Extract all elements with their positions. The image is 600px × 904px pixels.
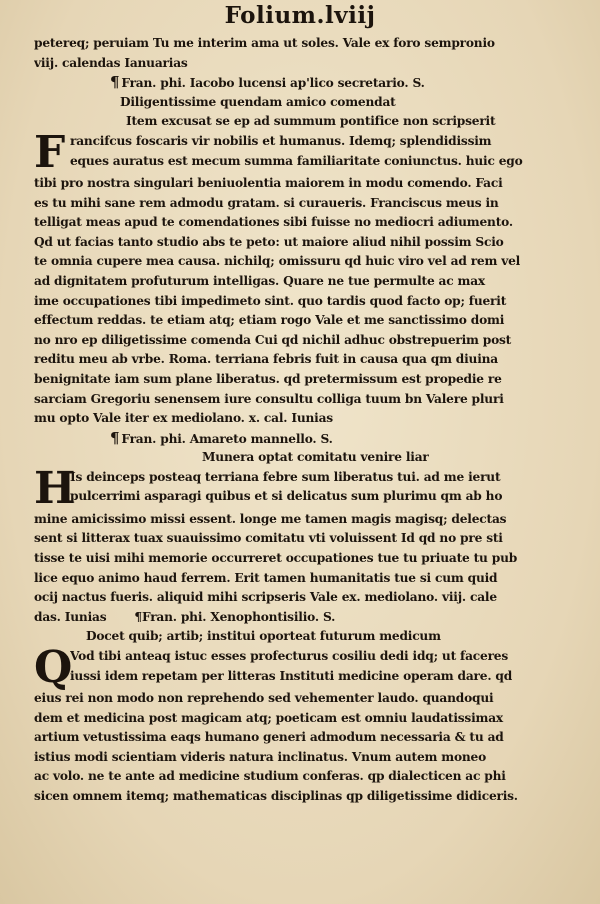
text-line: tisse te uisi mihi memorie occurreret occupationes tue tu priuate tu pub	[34, 551, 518, 566]
pilcrow-icon: ¶	[110, 73, 120, 92]
pilcrow-icon: ¶	[110, 428, 120, 447]
text-line: eques auratus est mecum summa familiaritate coniunctus. huic ego	[70, 153, 523, 168]
text-line: rancifcus foscaris vir nobilis et humanus. Idemq; splendidissim	[70, 133, 492, 148]
text-line: mine amicissimo missi essent. longe me tamen magis magisq; delectas	[34, 511, 507, 526]
text-line: sarciam Gregoriu senensem iure consultu colliga tuum bn Valere pluri	[34, 391, 504, 406]
text-block	[34, 34, 582, 807]
text-line: viij. calendas Ianuarias	[34, 55, 188, 70]
text-line: pulcerrimi asparagi quibus et si delicatus sum plurimu qm ab ho	[70, 489, 503, 504]
text-line: sent si litterax tuax suauissimo comitatu vti voluissent Id qd no pre sti	[34, 531, 503, 546]
text-line: telligat meas apud te comendationes sibi fuisse no mediocri adiumento.	[34, 215, 513, 230]
text-line: benignitate iam sum plane liberatus. qd pretermissum est propedie re	[34, 371, 502, 386]
letter-body	[34, 642, 582, 807]
folio-number: Folium.lviij	[224, 2, 376, 29]
drop-capital: Q	[34, 642, 73, 694]
letter-body	[34, 462, 582, 628]
text-line: das. Iunias ¶Fran. phi. Xenophontisilio. S.	[34, 609, 336, 624]
text-line: lice equo animo haud ferrem. Erit tamen humanitatis tue si cum quid	[34, 570, 498, 585]
text-line: dem et medicina post magicam atq; poeticam est omniu laudatissimax	[34, 710, 503, 725]
text-line: petereq; peruiam Tu me interim ama ut soles. Vale ex foro sempronio	[34, 36, 495, 50]
text-line: te omnia cupere mea causa. nichilq; omissuru qd huic viro vel ad rem vel	[34, 254, 521, 269]
text-line: sicen omnem itemq; mathematicas disciplinas qp diligetissime didiceris.	[34, 789, 518, 803]
text-line: ac volo. ne te ante ad medicine studium conferas. qp dialecticen ac phi	[34, 769, 506, 784]
text-line: Qd ut facias tanto studio abs te peto: ut maiore aliud nihil possim Scio	[34, 234, 504, 249]
letter-body	[34, 126, 582, 429]
text-line: eius rei non modo non reprehendo sed vehementer laudo. quandoqui	[34, 691, 494, 706]
text-line: no nro ep diligetissime comenda Cui qd nichil adhuc obstrepuerim post	[34, 332, 512, 347]
text-line: Is deinceps posteaq terriana febre sum liberatus tui. ad me ierut	[70, 469, 501, 484]
text-line: istius modi scientiam videris natura inclinatus. Vnum autem moneo	[34, 749, 487, 764]
letter-address: ¶ Fran. phi. Amareto mannello. S.	[110, 428, 333, 447]
text-line: ocij nactus fueris. aliquid mihi scripseris Vale ex. mediolano. viij. cale	[34, 590, 497, 605]
letter-address: ¶ Fran. phi. Iacobo lucensi ap'lico secretario. S.	[110, 73, 425, 92]
letter-summary: Docet quib; artib; institui oporteat futurum medicum	[86, 629, 441, 644]
letter-summary: Item excusat se ep ad summum pontifice non scripserit	[126, 114, 496, 129]
drop-capital: F	[34, 126, 66, 178]
text-line: Vod tibi anteaq istuc esses profecturus cosiliu dedi idq; ut faceres	[70, 649, 509, 664]
drop-capital: H	[34, 462, 76, 514]
text-line: tibi pro nostra singulari beniuolentia maiorem in modu comendo. Faci	[34, 175, 503, 190]
text-line: ime occupationes tibi impedimeto sint. quo tardis quod facto op; fuerit	[34, 293, 507, 308]
text-line: effectum reddas. te etiam atq; etiam rogo Vale et me sanctissimo domi	[34, 313, 505, 328]
text-line: mu opto Vale iter ex mediolano. x. cal. Iunias	[34, 411, 333, 426]
letter-summary: Munera optat comitatu venire liar	[202, 450, 429, 465]
text-line: es tu mihi sane rem admodu gratam. si curaueris. Franciscus meus in	[34, 195, 499, 210]
pilcrow-icon: ¶	[134, 609, 142, 624]
text-line: iussi idem repetam per litteras Instituti medicine operam dare. qd	[70, 668, 513, 683]
text-line: ad dignitatem profuturum intelligas. Quare ne tue permulte ac max	[34, 273, 485, 288]
letter-summary: Diligentissime quendam amico comendat	[120, 94, 396, 109]
text-line: reditu meu ab vrbe. Roma. terriana febris fuit in causa qua qm diuina	[34, 352, 499, 367]
text-line: artium vetustissima eaqs humano generi admodum necessaria & tu ad	[34, 730, 504, 745]
